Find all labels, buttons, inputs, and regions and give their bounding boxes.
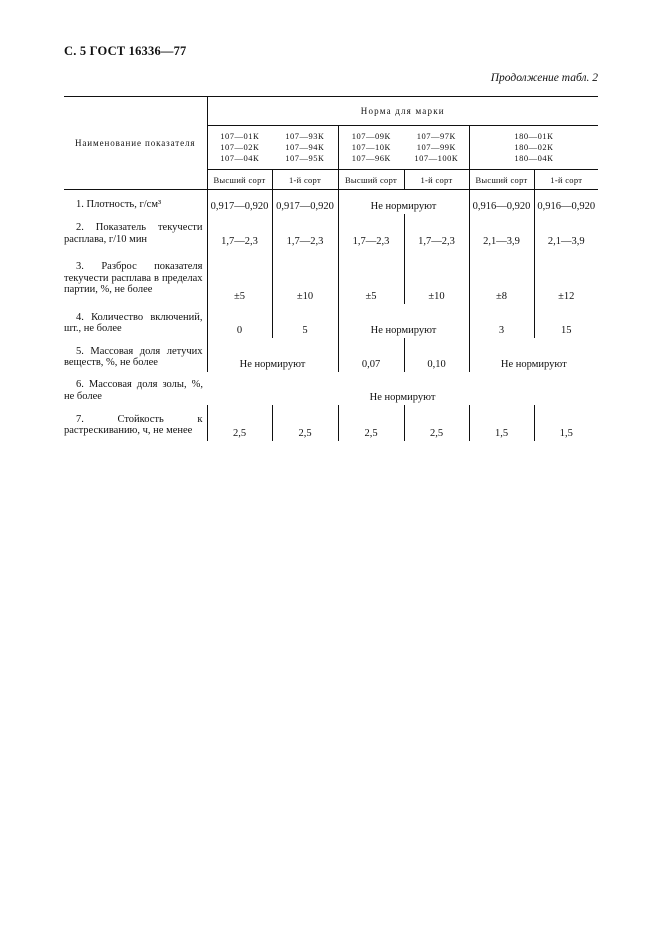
cell-value: ±12	[534, 249, 598, 304]
cell-value: 1,7—2,3	[404, 214, 469, 249]
cell-value: 1,7—2,3	[207, 214, 272, 249]
table-continuation-label: Продолжение табл. 2	[490, 72, 598, 84]
sort-header: Высший сорт	[469, 170, 534, 190]
grade-group: 107—93К 107—94К 107—95К	[272, 126, 338, 170]
cell-value: ±5	[207, 249, 272, 304]
table-row	[64, 405, 598, 441]
cell-value: 2,5	[404, 405, 469, 441]
cell-value: 0,07	[338, 338, 404, 372]
cell-value: 0,917—0,920	[207, 190, 272, 214]
sort-header: 1-й сорт	[272, 170, 338, 190]
cell-value: 0,10	[404, 338, 469, 372]
cell-value: 2,1—3,9	[469, 214, 534, 249]
table-row	[64, 214, 598, 249]
cell-value: ±5	[338, 249, 404, 304]
cell-value: 1,7—2,3	[272, 214, 338, 249]
cell-value: ±10	[404, 249, 469, 304]
column-header-indicator: Наименование показателя	[64, 97, 207, 190]
row-name: 3. Разброс показателя текучести расплава в пределах партии, %, не более	[64, 261, 203, 296]
grade-group: 180—01К 180—02К 180—04К	[469, 126, 598, 170]
cell-value: ±10	[272, 249, 338, 304]
table-row	[64, 249, 598, 304]
sort-header: Высший сорт	[207, 170, 272, 190]
cell-value: Не нормируют	[207, 338, 338, 372]
norm-header: Норма для марки	[207, 97, 598, 126]
cell-value: 0,916—0,920	[469, 190, 534, 214]
cell-value: ±8	[469, 249, 534, 304]
row-name: 1. Плотность, г/см³	[76, 198, 162, 210]
sort-header: 1-й сорт	[404, 170, 469, 190]
norms-table-1	[64, 96, 598, 441]
grade-group: 107—09К 107—10К 107—96К	[338, 126, 404, 170]
cell-value: 1,5	[534, 405, 598, 441]
cell-value: Не нормируют	[469, 338, 598, 372]
cell-value: 5	[272, 304, 338, 338]
cell-value: 2,5	[207, 405, 272, 441]
cell-value: 2,1—3,9	[534, 214, 598, 249]
sort-header: Высший сорт	[338, 170, 404, 190]
cell-value: 0,916—0,920	[534, 190, 598, 214]
table-row	[64, 190, 598, 214]
page-header: С. 5 ГОСТ 16336—77	[64, 44, 187, 58]
cell-value: Не нормируют	[338, 190, 469, 214]
cell-value: 0,917—0,920	[272, 190, 338, 214]
grade-group: 107—01К 107—02К 107—04К	[207, 126, 272, 170]
cell-value: 2,5	[338, 405, 404, 441]
cell-value: 0	[207, 304, 272, 338]
cell-value: Не нормируют	[338, 304, 469, 338]
cell-value: 3	[469, 304, 534, 338]
row-name: 4. Количество включений, шт., не более	[64, 311, 203, 334]
cell-value: 1,7—2,3	[338, 214, 404, 249]
row-name: 7. Стойкость к растрескиванию, ч, не менее	[64, 413, 203, 436]
table-row	[64, 338, 598, 372]
row-name: 2. Показатель текучести расплава, г/10 мин	[64, 222, 203, 245]
cell-value: 15	[534, 304, 598, 338]
cell-value: 1,5	[469, 405, 534, 441]
row-name: 5. Массовая доля летучих веществ, %, не более	[64, 345, 203, 368]
cell-value: Не нормируют	[369, 391, 436, 403]
grade-group: 107—97К 107—99К 107—100К	[404, 126, 469, 170]
table-row	[64, 372, 598, 405]
table-row	[64, 304, 598, 338]
cell-value: 2,5	[272, 405, 338, 441]
sort-header: 1-й сорт	[534, 170, 598, 190]
row-name: 6. Массовая доля золы, %, не более	[64, 379, 203, 402]
